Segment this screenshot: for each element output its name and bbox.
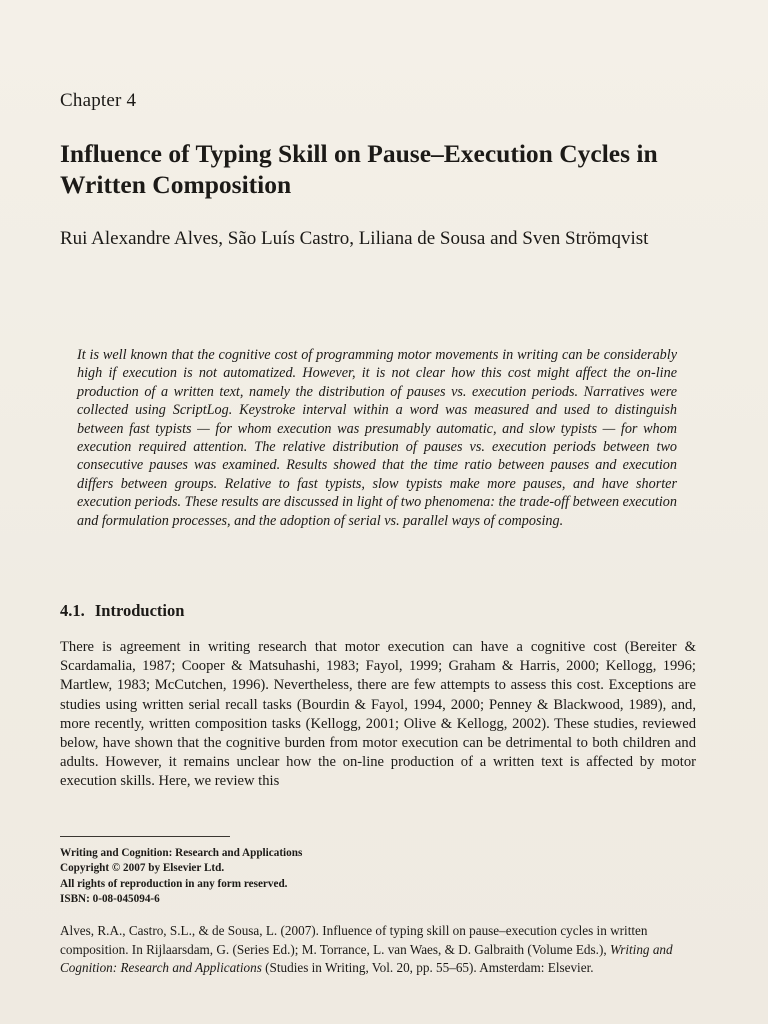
section-number: 4.1. (60, 601, 85, 620)
chapter-label: Chapter 4 (60, 90, 137, 111)
chapter-title: Influence of Typing Skill on Pause–Execution Cycles in Written Composition (60, 139, 658, 199)
abstract: It is well known that the cognitive cost of programming motor movements in writing can be considerably high if execution is not automatized. However, it is not clear how this cost might affect the on-line production of a written text, namely the distribution of pauses vs. execution periods. Narratives were collected using ScriptLog. Keystroke interval within a word was measured and used to distinguish between fast typists — for whom execution was presumably automatic, and slow typists — for whom execution required attention. The relative distribution of pauses vs. execution periods between two consecutive pauses was examined. Results showed that the time ratio between pauses and execution differs between groups. Relative to fast typists, slow typists make more pauses, and have shorter execution periods. These results are discussed in light of two phenomena: the trade-off between execution and formulation processes, and the adoption of serial vs. parallel ways of composing. (77, 347, 677, 529)
citation (60, 922, 700, 978)
copyright-footnote (60, 846, 460, 908)
intro-paragraph: There is agreement in writing research that motor execution can have a cognitive cost (Bereiter & Scardamalia, 1987; Cooper & Matsuhashi, 1983; Fayol, 1999; Graham & Harris, 2000; Kellogg, 1996; Martlew, 1983; McCutchen, 1996). Nevertheless, there are few attempts to assess this cost. Exceptions are studies using written serial recall tasks (Bourdin & Fayol, 1994, 2000; Penney & Blackwood, 1989), and, more recently, written composition tasks (Kellogg, 2001; Olive & Kellogg, 2002). These studies, reviewed below, have shown that the cognitive burden from motor execution can be detrimental to both children and adults. However, it remains unclear how the on-line production of a written text is affected by motor execution skills. Here, we review this (60, 639, 696, 790)
section-heading (60, 601, 184, 621)
footnote-rights: All rights of reproduction in any form reserved. (60, 877, 288, 890)
footnote-copyright: Copyright © 2007 by Elsevier Ltd. (60, 862, 225, 875)
footnote-isbn: ISBN: 0-08-045094-6 (60, 893, 160, 906)
footnote-divider (60, 836, 230, 837)
author-list: Rui Alexandre Alves, São Luís Castro, Liliana de Sousa and Sven Strömqvist (60, 228, 649, 249)
footnote-book: Writing and Cognition: Research and Applications (60, 847, 303, 859)
citation-part-2: (Studies in Writing, Vol. 20, pp. 55–65). Amsterdam: Elsevier. (261, 960, 594, 976)
citation-part-1: Alves, R.A., Castro, S.L., & de Sousa, L. (2007). Influence of typing skill on pause–execution cycles in written composition. In Rijlaarsdam, G. (Series Ed.); M. Torrance, L. van Waes, & D. Galbraith (Volume Eds.), (60, 923, 648, 957)
section-title: Introduction (94, 601, 185, 620)
citation-book-title: Writing and Cognition: Research and Applications (60, 941, 673, 976)
